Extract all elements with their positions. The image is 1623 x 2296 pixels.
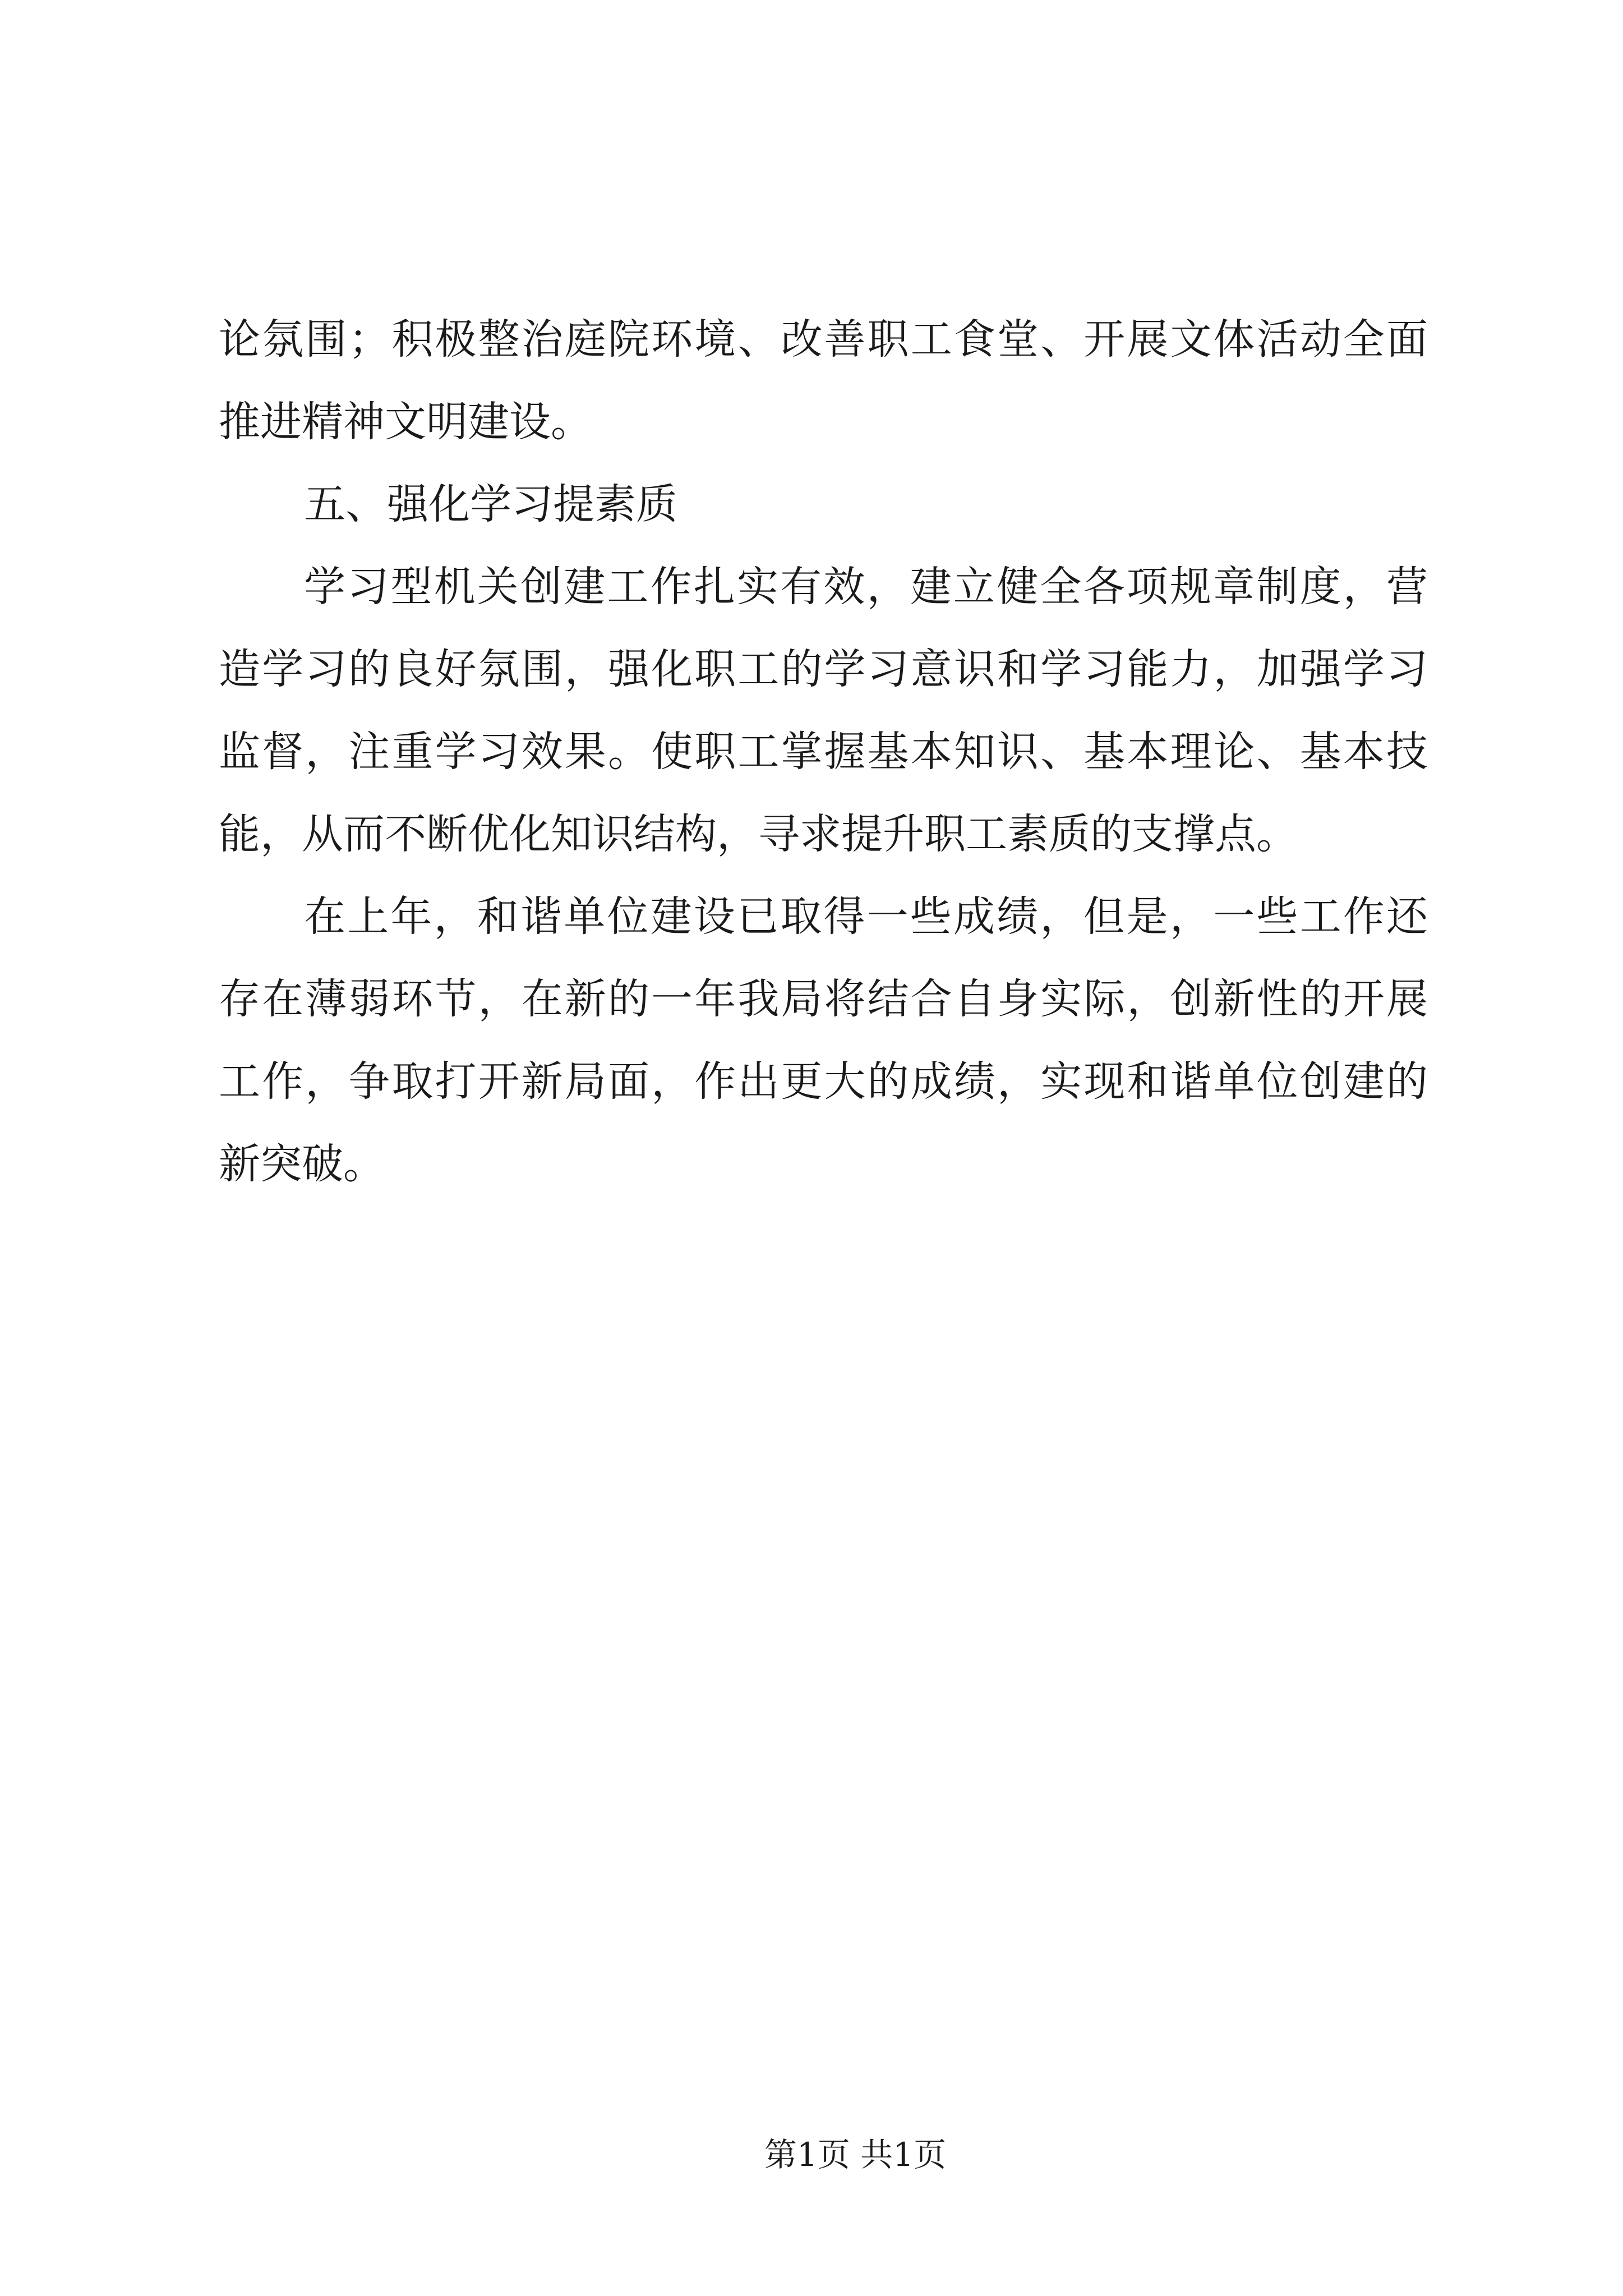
paragraph-line: 学习型机关创建工作扎实有效，建立健全各项规章制度，营 — [304, 563, 1428, 611]
paragraph-line: 论氛围；积极整治庭院环境、改善职工食堂、开展文体活动全面 — [219, 315, 1428, 364]
paragraph-line: 工作，争取打开新局面，作出更大的成绩，实现和谐单位创建的 — [219, 1057, 1428, 1106]
paragraph-line: 能，从而不断优化知识结构，寻求提升职工素质的支撑点。 — [219, 810, 1298, 858]
section-heading: 五、强化学习提素质 — [304, 480, 677, 528]
paragraph-line: 新突破。 — [219, 1140, 385, 1188]
paragraph-line: 监督，注重学习效果。使职工掌握基本知识、基本理论、基本技 — [219, 728, 1428, 776]
paragraph-line: 存在薄弱环节，在新的一年我局将结合自身实际，创新性的开展 — [219, 975, 1428, 1023]
paragraph-line: 推进精神文明建设。 — [219, 398, 592, 446]
paragraph-line: 在上年，和谐单位建设已取得一些成绩，但是，一些工作还 — [304, 892, 1428, 941]
page-number-footer: 第1页 共1页 — [764, 2136, 947, 2174]
paragraph-line: 造学习的良好氛围，强化职工的学习意识和学习能力，加强学习 — [219, 645, 1428, 693]
document-body — [219, 298, 1428, 1205]
